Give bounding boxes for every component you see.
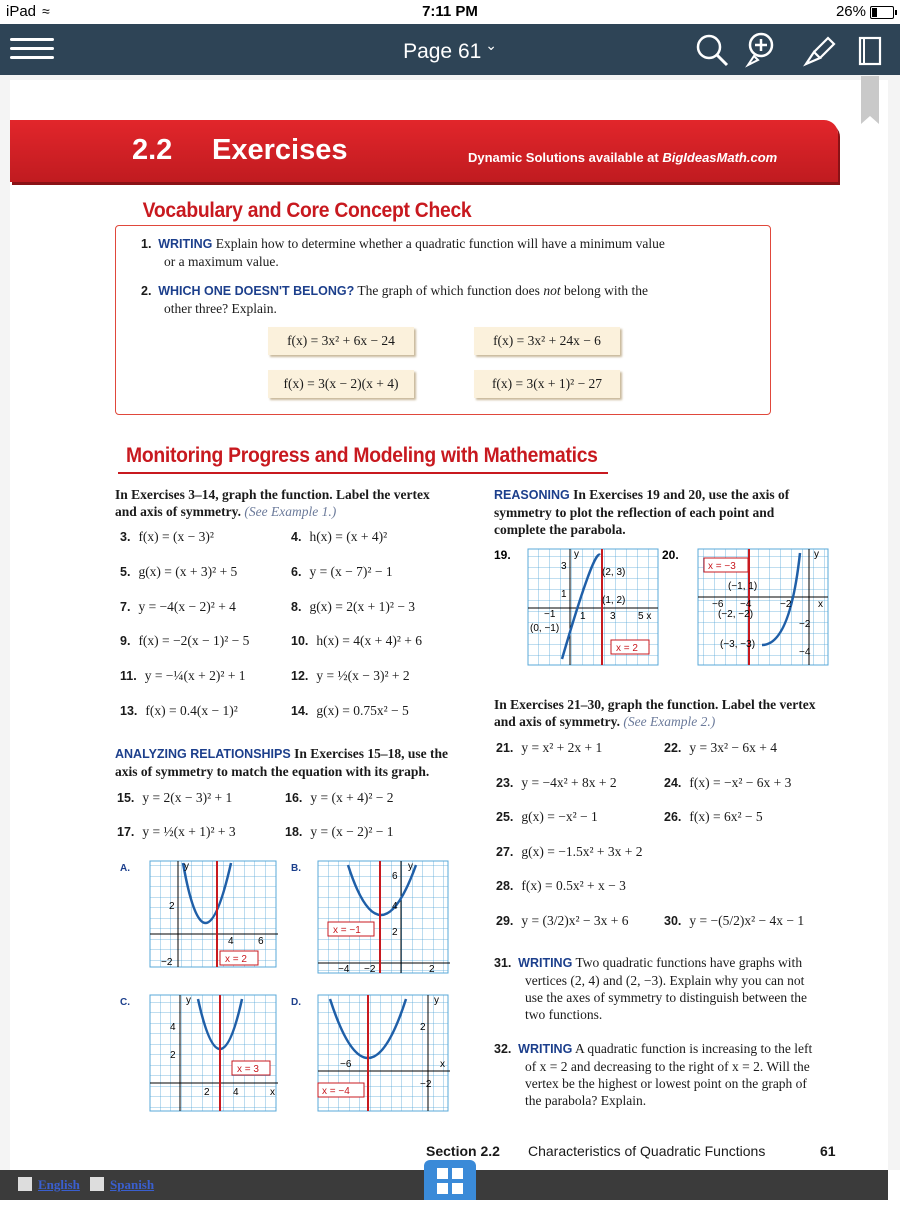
- exercise-equation: f(x) = −x² − 6x + 3: [689, 774, 792, 790]
- exercise-item: [291, 599, 415, 615]
- tick: −2: [161, 957, 173, 968]
- exercise-item: [285, 790, 394, 806]
- device-label: iPad: [6, 3, 37, 20]
- tick: 3: [561, 561, 567, 572]
- point-label: (1, 2): [602, 595, 626, 606]
- exercise-equation: y = ½(x − 3)² + 2: [316, 668, 410, 684]
- footer-section: Section 2.2: [426, 1143, 500, 1159]
- exercise-item: [496, 844, 643, 860]
- exercise-item: [291, 633, 422, 649]
- exercise-equation: y = x² + 2x + 1: [521, 740, 603, 755]
- exercise-item: [291, 668, 410, 684]
- point-label: (−1, 1): [728, 581, 758, 592]
- graph-d-axis-label: x = −4: [322, 1086, 350, 1097]
- app-toolbar: [0, 24, 900, 75]
- exercise-equation: y = −4x² + 8x + 2: [521, 774, 617, 790]
- graph-a-y-label: y: [184, 861, 189, 872]
- exercise-equation: f(x) = 0.4(x − 1)²: [145, 703, 238, 718]
- exercise-item: [120, 668, 246, 684]
- exercise-number: 24.: [664, 775, 682, 790]
- graph-d-x-label: x: [440, 1059, 445, 1070]
- exercise-equation: g(x) = 2(x + 1)² − 3: [309, 598, 416, 614]
- exercise-number: 3.: [120, 530, 131, 544]
- heading-underline: [118, 472, 608, 474]
- exercise-equation: y = (x − 7)² − 1: [309, 563, 393, 579]
- exercise-item: [291, 564, 393, 580]
- exercise-equation: y = −4(x − 2)² + 4: [138, 598, 236, 614]
- exercise-equation: y = (x − 2)² − 1: [310, 824, 394, 839]
- exercise-number: 17.: [117, 825, 135, 839]
- graph-20-y-label: y: [814, 549, 819, 560]
- analyzing-intro: ANALYZING RELATIONSHIPS In Exercises 15–18, use the axis of symmetry to match the equation with its graph.: [115, 746, 448, 779]
- tick: −2: [780, 599, 792, 610]
- tick: −6: [340, 1059, 352, 1070]
- question-31: 31. WRITING Two quadratic functions have graphs with vertices (2, 4) and (2, −3). Explain why you can not use the axes of symmetry to distinguish between the two functions.: [494, 955, 807, 1022]
- graph-a-axis-label: x = 2: [225, 954, 247, 965]
- exercise-equation: f(x) = (x − 3)²: [138, 529, 214, 544]
- point-label: (0, −1): [530, 623, 560, 634]
- exercise-number: 29.: [496, 913, 514, 928]
- tick: 4: [392, 901, 398, 912]
- exercise-number: 23.: [496, 775, 514, 790]
- status-bar: [0, 0, 900, 24]
- section-number: 2.2: [132, 134, 173, 166]
- speaker-icon[interactable]: [18, 1177, 32, 1191]
- bookmark-icon[interactable]: [861, 76, 879, 116]
- exercise-number: 21.: [496, 741, 514, 755]
- tick: 5 x: [638, 611, 652, 622]
- graph-c-letter: C.: [120, 997, 130, 1008]
- graph-b-grid: [318, 861, 448, 973]
- chevron-down-icon: ⌄: [481, 37, 497, 53]
- spanish-link[interactable]: Spanish: [110, 1177, 155, 1192]
- exercises-intro: In Exercises 3–14, graph the function. Label the vertex and axis of symmetry. (See Example 1.): [115, 487, 430, 519]
- exercise-item: [120, 703, 238, 719]
- page-selector[interactable]: Page 61 ⌄: [403, 37, 497, 63]
- dynamic-solutions[interactable]: Dynamic Solutions available at BigIdeasMath.com: [468, 150, 778, 165]
- exercise-item: [285, 824, 394, 840]
- tick: 4: [233, 1087, 239, 1098]
- exercise-item: [664, 913, 804, 929]
- exercise-equation: g(x) = (x + 3)² + 5: [138, 563, 238, 579]
- exercise-number: 22.: [664, 741, 682, 755]
- graph-d-letter: D.: [291, 997, 301, 1008]
- exercise-number: 6.: [291, 564, 302, 579]
- monitoring-heading: Monitoring Progress and Modeling with Mathematics: [126, 444, 598, 467]
- tick: −1: [544, 609, 556, 620]
- exercise-number: 14.: [291, 704, 309, 718]
- exercise-equation: y = (x + 4)² − 2: [310, 790, 394, 805]
- exercise-item: [496, 878, 626, 894]
- exercise-number: 26.: [664, 810, 682, 824]
- graph-d-y-label: y: [434, 995, 439, 1006]
- exercise-equation: h(x) = (x + 4)²: [309, 529, 388, 544]
- ex21-intro: In Exercises 21–30, graph the function. Label the vertex and axis of symmetry. (See Example 2.): [494, 697, 816, 729]
- page-title: Exercises: [212, 134, 348, 166]
- vocab-heading: Vocabulary and Core Concept Check: [139, 199, 475, 223]
- tick: 4: [228, 936, 234, 947]
- tick: 2: [170, 1050, 176, 1061]
- tick: 1: [561, 589, 567, 600]
- graph-b-letter: B.: [291, 863, 301, 874]
- tick: 2: [392, 927, 398, 938]
- exercise-equation: y = −¼(x + 2)² + 1: [144, 668, 246, 684]
- exercise-item: [291, 703, 409, 719]
- battery-percent: 26%: [835, 3, 866, 20]
- exercise-number: 16.: [285, 791, 303, 805]
- exercise-number: 4.: [291, 530, 302, 544]
- question-1: 1. WRITING Explain how to determine whether a quadratic function will have a minimum value or a maximum value.: [141, 236, 665, 269]
- exercise-item: [120, 633, 249, 649]
- wifi-icon: ≈: [42, 3, 50, 19]
- exercise-number: 15.: [117, 791, 135, 805]
- notebook-icon[interactable]: [852, 32, 888, 68]
- english-link[interactable]: English: [38, 1177, 80, 1192]
- exercise-item: [117, 824, 236, 840]
- choice-box: f(x) = 3(x − 2)(x + 4): [268, 370, 414, 398]
- exercise-number: 18.: [285, 825, 303, 839]
- point-label: (2, 3): [602, 567, 626, 578]
- footer-chapter: Characteristics of Quadratic Functions: [528, 1143, 766, 1159]
- exercise-item: [120, 564, 237, 580]
- exercise-equation: y = 2(x − 3)² + 1: [142, 790, 233, 805]
- exercise-number: 10.: [291, 634, 309, 649]
- graph-a-letter: A.: [120, 863, 130, 874]
- exercise-equation: y = 3x² − 6x + 4: [689, 740, 778, 755]
- highlighter-icon[interactable]: [800, 32, 836, 68]
- exercise-equation: y = −(5/2)x² − 4x − 1: [689, 912, 805, 928]
- tick: −2: [799, 619, 811, 630]
- exercise-item: [117, 790, 232, 806]
- tick: −2: [420, 1079, 432, 1090]
- exercise-item: [120, 599, 236, 615]
- exercise-number: 12.: [291, 669, 309, 684]
- tick: −2: [364, 964, 376, 975]
- tick: 3: [610, 611, 616, 622]
- tick: −4: [740, 599, 752, 610]
- tick: 2: [429, 964, 435, 975]
- exercise-number: 7.: [120, 599, 131, 614]
- exercise-equation: g(x) = −1.5x² + 3x + 2: [521, 843, 643, 859]
- reasoning-intro: REASONING In Exercises 19 and 20, use the axis of symmetry to plot the reflection of each point and complete the parabola.: [494, 487, 790, 537]
- exercise-equation: f(x) = 6x² − 5: [689, 809, 763, 824]
- graph-c-y-label: y: [186, 995, 191, 1006]
- exercise-equation: h(x) = 4(x + 4)² + 6: [316, 633, 423, 649]
- exercise-item: [664, 775, 791, 791]
- choice-box: f(x) = 3x² + 24x − 6: [474, 327, 620, 355]
- choice-box: f(x) = 3(x + 1)² − 27: [474, 370, 620, 398]
- tick: 6: [392, 871, 398, 882]
- exercise-equation: g(x) = 0.75x² − 5: [316, 703, 409, 718]
- exercise-equation: f(x) = −2(x − 1)² − 5: [138, 633, 250, 649]
- choice-box: f(x) = 3x² + 6x − 24: [268, 327, 414, 355]
- exercise-number: 28.: [496, 879, 514, 893]
- exercise-item: [496, 775, 617, 791]
- exercise-number: 30.: [664, 913, 682, 928]
- tick: 2: [204, 1087, 210, 1098]
- grid-view-icon[interactable]: [424, 1160, 476, 1200]
- match-graphs: [118, 855, 458, 1125]
- graph-20-x-label: x: [818, 599, 823, 610]
- exercise-item: [496, 913, 629, 929]
- exercise-number: 11.: [120, 669, 137, 684]
- point-label: (−3, −3): [720, 639, 756, 650]
- exercise-number: 5.: [120, 564, 131, 579]
- exercise-equation: y = ½(x + 1)² + 3: [142, 824, 236, 839]
- reasoning-graphs: [494, 545, 834, 670]
- exercise-number: 8.: [291, 599, 302, 614]
- tick: 4: [170, 1022, 176, 1033]
- exercise-number: 25.: [496, 810, 514, 824]
- footer-page: 61: [820, 1143, 836, 1159]
- tick: 2: [169, 901, 175, 912]
- clock: 7:11 PM: [422, 3, 478, 20]
- graph-c-x-label: x: [270, 1087, 275, 1098]
- exercise-item: [291, 529, 387, 545]
- question-2: 2. WHICH ONE DOESN'T BELONG? The graph of which function does not belong with the other three? Explain.: [141, 283, 648, 316]
- exercise-item: [120, 529, 214, 545]
- graph-b-axis-label: x = −1: [333, 925, 361, 936]
- battery-icon: [870, 6, 894, 19]
- add-note-icon[interactable]: [744, 32, 780, 68]
- ex19-num: 19.: [494, 548, 511, 562]
- exercise-number: 27.: [496, 844, 514, 859]
- tick: −4: [799, 647, 811, 658]
- tick: 2: [420, 1022, 426, 1033]
- graph-19-axis-label: x = 2: [616, 643, 638, 654]
- speaker-icon[interactable]: [90, 1177, 104, 1191]
- graph-b-y-label: y: [408, 861, 413, 872]
- exercise-equation: y = (3/2)x² − 3x + 6: [521, 912, 629, 928]
- search-icon[interactable]: [694, 32, 730, 68]
- exercise-item: [496, 809, 598, 825]
- tick: 6: [258, 936, 264, 947]
- exercise-item: [664, 809, 763, 825]
- graph-20-axis-label: x = −3: [708, 561, 736, 572]
- section-banner: [10, 120, 838, 182]
- exercise-number: 9.: [120, 634, 131, 649]
- tick: 1: [580, 611, 586, 622]
- exercise-item: [664, 740, 777, 756]
- graph-c-grid: [150, 995, 276, 1111]
- ex20-num: 20.: [662, 548, 679, 562]
- point-label: (−2, −2): [718, 609, 754, 620]
- question-32: 32. WRITING A quadratic function is increasing to the left of x = 2 and decreasing to the right of x = 2. Will the vertex be the highest or lowest point on the graph of the parabola? Explain.: [494, 1041, 813, 1108]
- graph-19-y-label: y: [574, 549, 579, 560]
- graph-c-axis-label: x = 3: [237, 1064, 259, 1075]
- tick: −4: [338, 964, 350, 975]
- tick: −6: [712, 599, 724, 610]
- exercise-equation: g(x) = −x² − 1: [521, 809, 598, 824]
- exercise-item: [496, 740, 602, 756]
- exercise-equation: f(x) = 0.5x² + x − 3: [521, 878, 626, 893]
- exercise-number: 13.: [120, 704, 138, 718]
